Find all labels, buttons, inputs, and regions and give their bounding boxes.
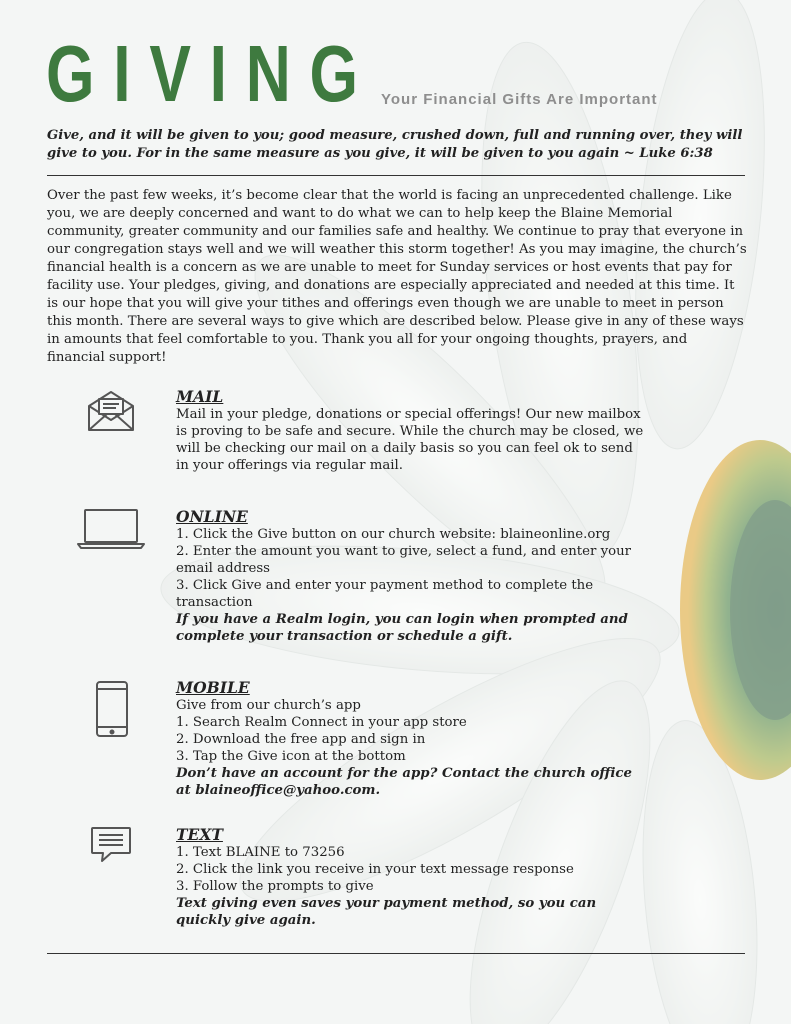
- text-step-2: 2. Click the link you receive in your text message response: [176, 862, 574, 877]
- page-subtitle: Your Financial Gifts Are Important: [381, 91, 658, 108]
- mail-section: [176, 388, 646, 474]
- text-section: [176, 826, 646, 929]
- page-title: GIVING: [46, 29, 377, 118]
- mobile-step-1: 1. Search Realm Connect in your app store: [176, 715, 467, 730]
- intro-paragraph: Over the past few weeks, it’s become clear that the world is facing an unprecedented challenge. Like you, we are deeply concerned and want to do what we can to help keep the Blaine Memorial community, greater community and our families safe and healthy. We continue to pray that everyone in our congregation stays well and we will weather this storm together! As you may imagine, the church’s financial health is a concern as we are unable to meet for Sunday services or host events that pay for facility use. Your pledges, giving, and donations are especially appreciated and needed at this time. It is our hope that you will give your tithes and offerings even though we are unable to meet in person this month. There are several ways to give which are described below. Please give in any of these ways in amounts that feel comfortable to you. Thank you all for your ongoing thoughts, prayers, and financial support!: [47, 188, 747, 365]
- mobile-step-2: 2. Download the free app and sign in: [176, 732, 426, 747]
- scripture-verse: Give, and it will be given to you; good measure, crushed down, full and running over, they will give to you. For in the same measure as you give, it will be given to you again ~ Luke 6:38: [47, 128, 743, 161]
- text-step-1: 1. Text BLAINE to 73256: [176, 845, 345, 860]
- chat-bubble-icon: [90, 826, 132, 864]
- mobile-heading: MOBILE: [176, 678, 250, 697]
- laptop-icon: [77, 508, 145, 550]
- online-step-1: 1. Click the Give button on our church website: blaineonline.org: [176, 527, 611, 542]
- envelope-icon: [86, 390, 136, 432]
- top-divider: [47, 175, 745, 176]
- text-step-3: 3. Follow the prompts to give: [176, 879, 374, 894]
- mail-heading: MAIL: [176, 387, 224, 406]
- bottom-divider: [47, 953, 745, 954]
- mobile-note: Don’t have an account for the app? Contact the church office at blaineoffice@yahoo.com.: [176, 766, 632, 798]
- mobile-line-1: Give from our church’s app: [176, 698, 361, 713]
- online-step-2: 2. Enter the amount you want to give, select a fund, and enter your email address: [176, 544, 632, 576]
- mobile-step-3: 3. Tap the Give icon at the bottom: [176, 749, 406, 764]
- online-heading: ONLINE: [176, 507, 248, 526]
- online-note: If you have a Realm login, you can login when prompted and complete your transaction or schedule a gift.: [176, 612, 628, 644]
- online-section: [176, 508, 646, 645]
- smartphone-icon: [95, 680, 129, 738]
- text-note: Text giving even saves your payment method, so you can quickly give again.: [176, 896, 597, 928]
- online-step-3: 3. Click Give and enter your payment method to complete the transaction: [176, 578, 594, 610]
- mail-body: Mail in your pledge, donations or special offerings! Our new mailbox is proving to be safe and secure. While the church may be closed, we will be checking our mail on a daily basis so you can feel ok to send in your offerings via regular mail.: [176, 407, 644, 473]
- mobile-section: [176, 679, 646, 799]
- text-heading: TEXT: [176, 825, 223, 844]
